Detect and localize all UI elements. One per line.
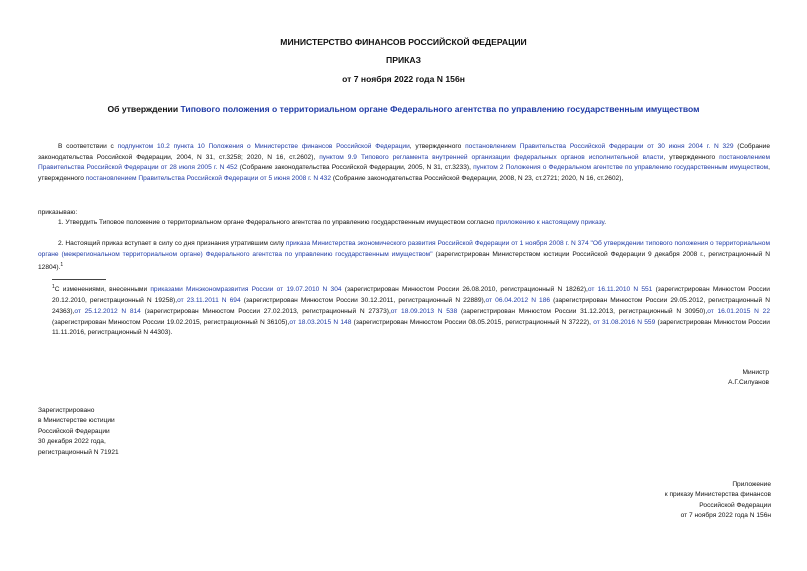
fn-link-4[interactable]: от 06.04.2012 N 186 [485,296,551,304]
p1-link-5[interactable]: пунктом 2 Положения о Федеральном агентстве по управлению государственным имуществом [473,164,769,172]
paragraph-item-2 [38,239,770,274]
fn-text-9: (зарегистрирован Минюстом России 08.05.2015, регистрационный N 37222), [351,318,594,326]
registration-line-4: 30 декабря 2022 года, [38,438,106,446]
fn-link-8[interactable]: от 18.03.2015 N 148 [289,318,352,326]
p1-text-7: (Собрание законодательства Российской Федерации, 2008, N 23, ст.2721; 2020, N 16, ст.2602), [331,174,624,182]
footnote-mark: 1 [52,284,55,290]
p4-text-2: (зарегистрирован Министерством юстиции Российской Федерации 9 декабря 2008 г., регистрационный N 12804). [38,250,770,272]
registration-line-5: регистрационный N 71921 [38,448,119,456]
fn-text-1: С изменениями, внесенными [54,286,151,294]
fn-text-10: (зарегистрирован Минюстом России 11.11.2016, регистрационный N 44303). [52,318,770,337]
p1-link-1[interactable]: подпунктом 10.2 пункта 10 Положения о Министерстве финансов Российской Федерации [117,143,410,150]
p1-text-6: , утвержденного [38,164,770,182]
registration-line-1: Зарегистрировано [38,407,95,414]
p4-link-order[interactable]: приказа Министерства экономического развития Российской Федерации от 1 ноября 2008 г. N 374 "Об утверждении типового положения о территориальном органе (межрегиональном территориальном органе) Федерального агентства по управлению государственным имуществом" [38,240,770,258]
paragraph-order: приказываю: [38,209,78,216]
signature-block [569,368,769,389]
signature-position: Министр [742,369,769,376]
paragraph-basis [38,142,770,184]
fn-link-1[interactable]: приказами Минэкономразвития России от 19.07.2010 N 304 [150,286,342,294]
registration-line-3: Российской Федерации [38,427,110,435]
p1-link-6[interactable]: постановлением Правительства Российской Федерации от 5 июня 2008 г. N 432 [85,174,332,182]
ministry-heading: МИНИСТЕРСТВО ФИНАНСОВ РОССИЙСКОЙ ФЕДЕРАЦИИ [280,37,527,47]
fn-link-2[interactable]: от 16.11.2010 N 551 [587,286,653,294]
fn-text-2: (зарегистрирован Минюстом России 26.08.2010, регистрационный N 18262), [341,286,588,294]
appendix-block [600,480,771,522]
fn-text-6: (зарегистрирован Минюстом России 27.02.2013, регистрационный N 27373), [140,307,391,315]
p3-text-1: 1. Утвердить Типовое положение о территориальном органе Федерального агентства по управлению государственным имуществом согласно [58,219,497,226]
p1-text-4: , утвержденного [663,153,720,161]
fn-link-6[interactable]: от 18.09.2013 N 538 [390,307,458,315]
p1-text-3: (Собрание законодательства Российской Федерации, 2004, N 31, ст.3258; 2020, N 16, ст.2602), [38,143,771,161]
fn-link-5[interactable]: от 25.12.2012 N 814 [74,307,141,315]
p1-text-5: (Собрание законодательства Российской Федерации, 2005, N 31, ст.3233), [237,164,474,172]
p3-link-appendix[interactable]: приложению к настоящему приказу [496,219,605,226]
fn-text-8: (зарегистрирован Минюстом России 19.02.2015, регистрационный N 36105), [52,318,290,326]
appendix-line-1: Приложение [732,481,771,488]
p3-text-2: . [604,219,607,226]
p1-link-2[interactable]: постановлением Правительства Российской Федерации от 30 июня 2004 г. N 329 [465,143,734,150]
p1-link-4[interactable]: постановлением Правительства Российской Федерации от 28 июля 2005 г. N 452 [38,153,770,172]
title-link[interactable]: Типового положения о территориальном органе Федерального агентства по управлению государственным имуществом [180,104,700,114]
appendix-line-4: от 7 ноября 2022 года N 156н [680,512,771,520]
registration-line-2: в Министерстве юстиции [38,417,115,425]
paragraph-item-1 [38,218,770,229]
footnote-separator [52,279,106,280]
fn-text-7: (зарегистрирован Минюстом России 31.12.2013, регистрационный N 30950), [457,307,708,315]
appendix-line-3: Российской Федерации [699,501,771,509]
fn-link-7[interactable]: от 16.01.2015 N 22 [707,307,770,315]
registration-block [38,406,238,458]
signature-name: А.Г.Силуанов [728,379,769,387]
footnote [52,282,770,339]
p1-text-1: В соответствии с [58,143,118,150]
doc-type-heading: ПРИКАЗ [386,55,421,65]
title-prefix: Об утверждении [107,104,181,114]
date-number-heading: от 7 ноября 2022 года N 156н [342,74,465,84]
fn-text-5: (зарегистрирован Минюстом России 29.05.2012, регистрационный N 24363), [52,296,770,315]
p1-link-3[interactable]: пунктом 9.9 Типового регламента внутренней организации федеральных органов исполнительной власти [319,153,664,161]
footnote-ref[interactable]: 1 [60,262,64,269]
appendix-line-2: к приказу Министерства финансов [664,491,771,499]
document-title [0,104,807,114]
fn-link-3[interactable]: от 23.11.2011 N 694 [177,296,241,304]
fn-text-3: (зарегистрирован Минюстом России 20.12.2010, регистрационный N 19258), [52,286,770,304]
fn-link-9[interactable]: от 31.08.2016 N 559 [593,318,656,326]
p4-text-1: 2. Настоящий приказ вступает в силу со дня признания утратившим силу [58,240,286,247]
p1-text-2: , утвержденного [409,143,466,150]
fn-text-4: (зарегистрирован Минюстом России 30.12.2011, регистрационный N 22889), [240,296,486,304]
